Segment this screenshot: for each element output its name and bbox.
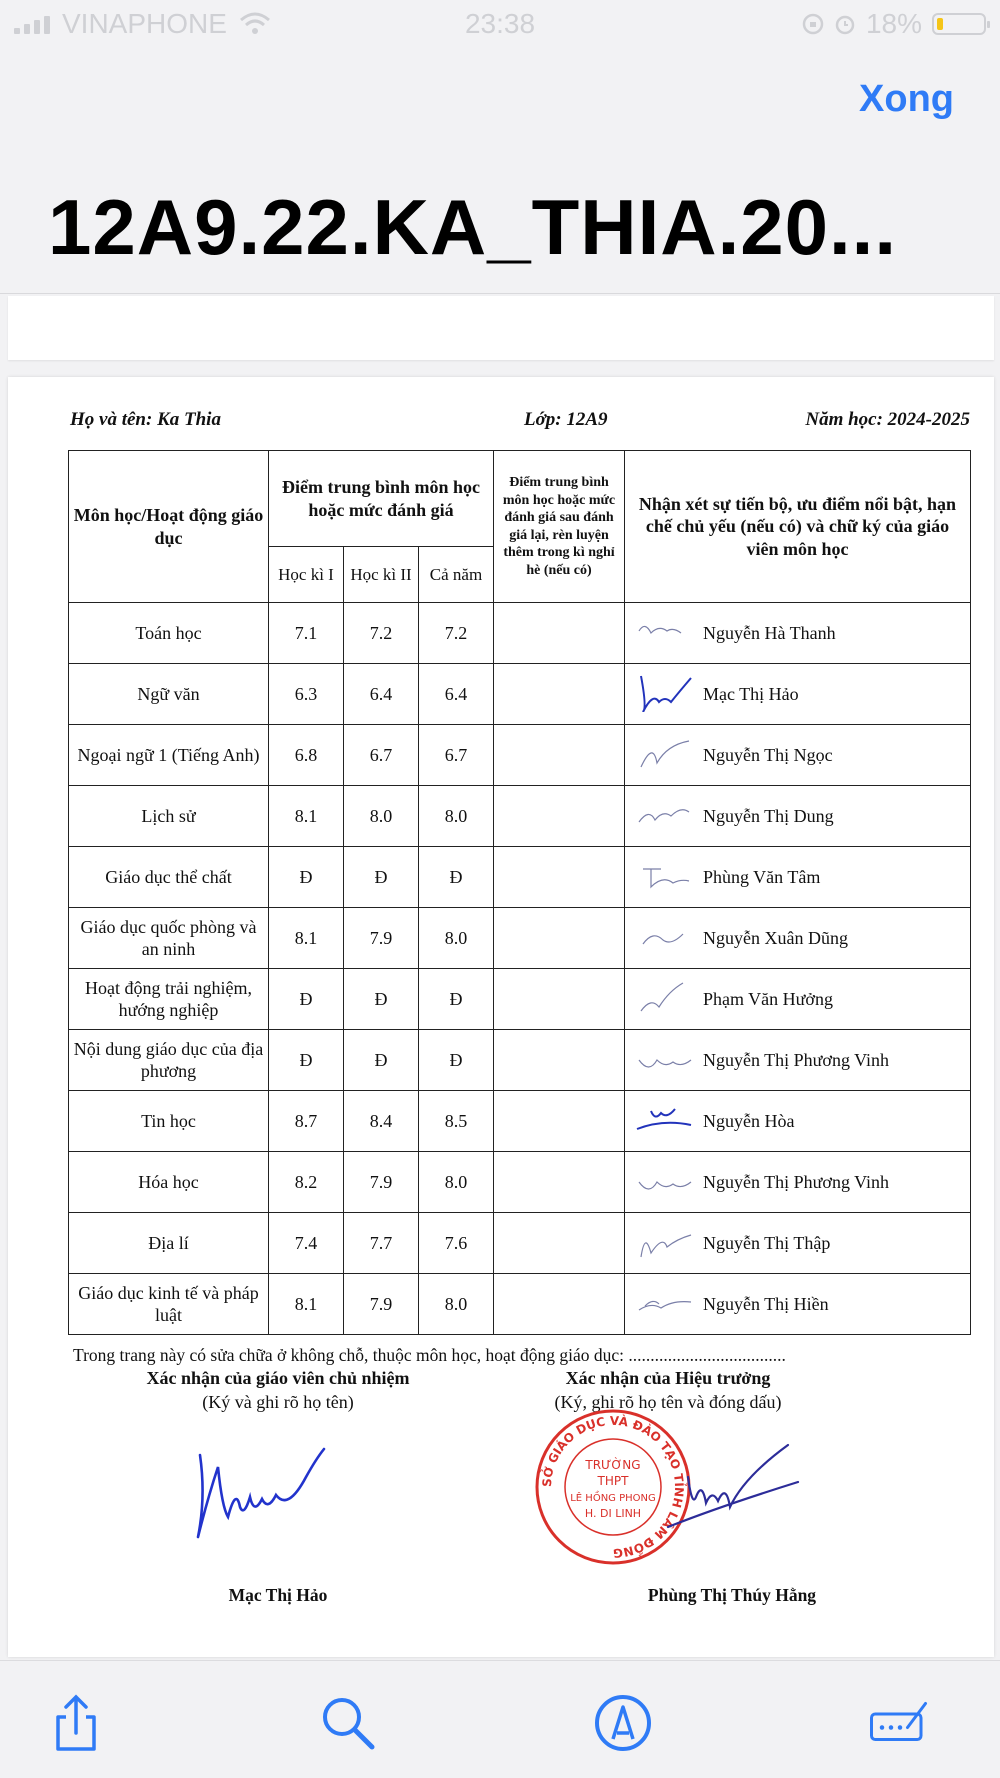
document-title: 12A9.22.KA_THIA.20... — [48, 183, 898, 271]
teacher-signature — [633, 1038, 695, 1078]
teacher-cell — [625, 908, 971, 969]
principal-confirm-title: Xác nhận của Hiệu trưởng — [565, 1368, 771, 1388]
principal-confirm-sub: (Ký, ghi rõ họ tên và đóng dấu) — [554, 1392, 782, 1412]
table-row — [69, 786, 971, 847]
teacher-signature — [633, 855, 695, 895]
table-row — [69, 725, 971, 786]
student-name: Họ và tên: Ka Thia — [70, 409, 221, 430]
bottom-toolbar — [0, 1660, 1000, 1778]
hk1-cell: Đ — [269, 847, 344, 908]
subject-cell: Tin học — [69, 1091, 269, 1152]
teacher-signature — [633, 611, 695, 651]
teacher-name: Mạc Thị Hảo — [703, 683, 799, 704]
alarm-icon — [834, 13, 856, 35]
retest-cell — [494, 786, 625, 847]
teacher-signature — [633, 672, 695, 712]
carrier-label: VINAPHONE — [62, 8, 227, 39]
retest-cell — [494, 908, 625, 969]
retest-cell — [494, 725, 625, 786]
header-average: Điểm trung bình môn học hoặc mức đánh giá — [269, 451, 494, 547]
year-cell: 6.7 — [419, 725, 494, 786]
teacher-name: Nguyễn Thị Phương Vinh — [703, 1049, 890, 1070]
hk1-cell: 7.1 — [269, 603, 344, 664]
teacher-cell — [625, 847, 971, 908]
subject-cell: Hoạt động trải nghiệm, hướng nghiệp — [69, 969, 269, 1030]
teacher-signature — [633, 977, 695, 1017]
status-right — [802, 8, 986, 40]
teacher-signature — [633, 1160, 695, 1200]
table-row — [69, 908, 971, 969]
teacher-cell — [625, 786, 971, 847]
year-cell: 8.0 — [419, 1274, 494, 1335]
hk1-cell: 8.1 — [269, 1274, 344, 1335]
header-subject: Môn học/Hoạt động giáo dục — [69, 451, 269, 603]
hk2-cell: 8.0 — [344, 786, 419, 847]
subject-cell: Nội dung giáo dục của địa phương — [69, 1030, 269, 1091]
hk2-cell: 7.9 — [344, 1274, 419, 1335]
subject-cell: Toán học — [69, 603, 269, 664]
year-cell: 6.4 — [419, 664, 494, 725]
grades-table — [68, 450, 971, 1335]
retest-cell — [494, 1030, 625, 1091]
hk2-cell: Đ — [344, 1030, 419, 1091]
retest-cell — [494, 603, 625, 664]
table-row — [69, 603, 971, 664]
hk2-cell: Đ — [344, 969, 419, 1030]
teacher-name: Nguyễn Hà Thanh — [703, 622, 836, 643]
teacher-name: Nguyễn Hòa — [703, 1110, 795, 1131]
header-comment: Nhận xét sự tiến bộ, ưu điểm nổi bật, hạn chế chủ yếu (nếu có) và chữ ký của giáo viên môn học — [625, 451, 971, 603]
principal-signature — [648, 1437, 818, 1547]
battery-icon — [932, 13, 986, 35]
table-row — [69, 1030, 971, 1091]
hk1-cell: 6.3 — [269, 664, 344, 725]
class-name: Lớp: 12A9 — [524, 409, 608, 430]
table-row — [69, 1213, 971, 1274]
teacher-signature — [633, 794, 695, 834]
seal-ring-text: SỞ GIÁO DỤC VÀ ĐÀO TẠO TỈNH LÂM ĐỒNG — [539, 1413, 687, 1561]
subject-cell: Lịch sử — [69, 786, 269, 847]
header-divider — [0, 293, 1000, 294]
homeroom-confirm-title: Xác nhận của giáo viên chủ nhiệm — [146, 1368, 410, 1388]
teacher-cell — [625, 664, 971, 725]
subject-cell: Giáo dục kinh tế và pháp luật — [69, 1274, 269, 1335]
teacher-signature — [633, 916, 695, 956]
hk2-cell: 6.7 — [344, 725, 419, 786]
table-row — [69, 1091, 971, 1152]
search-icon[interactable] — [318, 1693, 378, 1753]
retest-cell — [494, 1274, 625, 1335]
teacher-cell — [625, 1152, 971, 1213]
subject-cell: Giáo dục thể chất — [69, 847, 269, 908]
hk2-cell: 8.4 — [344, 1091, 419, 1152]
homeroom-teacher-name: Mạc Thị Hảo — [228, 1585, 328, 1605]
share-icon[interactable] — [48, 1693, 108, 1753]
header-retest: Điểm trung bình môn học hoặc mức đánh giá sau đánh giá lại, rèn luyện thêm trong kì nghỉ hè (nếu có) — [494, 451, 625, 603]
teacher-cell — [625, 1274, 971, 1335]
teacher-signature — [633, 1221, 695, 1261]
header-hk1: Học kì I — [269, 547, 344, 603]
teacher-name: Nguyễn Xuân Dũng — [703, 927, 848, 948]
header-year: Cả năm — [419, 547, 494, 603]
hk2-cell: Đ — [344, 847, 419, 908]
teacher-cell — [625, 1213, 971, 1274]
subject-cell: Ngữ văn — [69, 664, 269, 725]
year-cell: Đ — [419, 847, 494, 908]
school-year: Năm học: 2024-2025 — [805, 409, 970, 430]
year-cell: 8.0 — [419, 908, 494, 969]
signature-icon[interactable] — [870, 1693, 930, 1753]
homeroom-signature — [188, 1437, 368, 1547]
hk1-cell: 8.1 — [269, 786, 344, 847]
subject-cell: Giáo dục quốc phòng và an ninh — [69, 908, 269, 969]
seal-line2: THPT — [597, 1474, 629, 1488]
hk1-cell: 8.2 — [269, 1152, 344, 1213]
year-cell: 8.5 — [419, 1091, 494, 1152]
battery-percent: 18% — [865, 8, 922, 39]
hk2-cell: 7.2 — [344, 603, 419, 664]
document-page[interactable] — [8, 377, 994, 1657]
year-cell: Đ — [419, 969, 494, 1030]
year-cell: 7.2 — [419, 603, 494, 664]
year-cell: 8.0 — [419, 786, 494, 847]
hk1-cell: 6.8 — [269, 725, 344, 786]
subject-cell: Địa lí — [69, 1213, 269, 1274]
correction-note: Trong trang này có sửa chữa ở không chỗ, thuộc môn học, hoạt động giáo dục: .................................... — [73, 1345, 786, 1365]
status-bar — [0, 0, 1000, 50]
teacher-name: Nguyễn Thị Ngọc — [703, 744, 833, 765]
table-row — [69, 969, 971, 1030]
table-row — [69, 847, 971, 908]
teacher-signature — [633, 733, 695, 773]
header-hk2: Học kì II — [344, 547, 419, 603]
teacher-signature — [633, 1099, 695, 1139]
subject-cell: Ngoại ngữ 1 (Tiếng Anh) — [69, 725, 269, 786]
previous-page[interactable] — [8, 296, 994, 360]
table-row — [69, 1274, 971, 1335]
retest-cell — [494, 1213, 625, 1274]
teacher-signature — [633, 1282, 695, 1322]
seal-line1: TRƯỜNG — [585, 1458, 641, 1472]
table-row — [69, 1152, 971, 1213]
seal-line4: H. DI LINH — [584, 1507, 642, 1520]
teacher-name: Nguyễn Thị Hiền — [703, 1293, 829, 1314]
hk1-cell: 7.4 — [269, 1213, 344, 1274]
hk1-cell: Đ — [269, 969, 344, 1030]
retest-cell — [494, 1091, 625, 1152]
principal-name: Phùng Thị Thúy Hằng — [647, 1585, 817, 1605]
retest-cell — [494, 664, 625, 725]
done-button[interactable]: Xong — [859, 78, 954, 120]
teacher-name: Phùng Văn Tâm — [703, 866, 821, 887]
hk2-cell: 6.4 — [344, 664, 419, 725]
hk2-cell: 7.9 — [344, 908, 419, 969]
homeroom-confirm-sub: (Ký và ghi rõ họ tên) — [202, 1392, 354, 1412]
retest-cell — [494, 969, 625, 1030]
teacher-name: Nguyễn Thị Thập — [703, 1232, 831, 1253]
teacher-cell — [625, 603, 971, 664]
hk1-cell: 8.7 — [269, 1091, 344, 1152]
year-cell: Đ — [419, 1030, 494, 1091]
subject-cell: Hóa học — [69, 1152, 269, 1213]
year-cell: 7.6 — [419, 1213, 494, 1274]
year-cell: 8.0 — [419, 1152, 494, 1213]
hk1-cell: Đ — [269, 1030, 344, 1091]
clock: 23:38 — [464, 8, 536, 39]
seal-line3: LÊ HỒNG PHONG — [570, 1493, 656, 1504]
retest-cell — [494, 1152, 625, 1213]
hk2-cell: 7.7 — [344, 1213, 419, 1274]
markup-icon[interactable] — [593, 1693, 653, 1753]
retest-cell — [494, 847, 625, 908]
teacher-name: Nguyễn Thị Phương Vinh — [703, 1171, 890, 1192]
teacher-name: Phạm Văn Hưởng — [703, 988, 833, 1009]
orientation-lock-icon — [802, 13, 824, 35]
teacher-cell — [625, 1030, 971, 1091]
hk1-cell: 8.1 — [269, 908, 344, 969]
hk2-cell: 7.9 — [344, 1152, 419, 1213]
teacher-cell — [625, 725, 971, 786]
teacher-name: Nguyễn Thị Dung — [703, 805, 834, 826]
table-row — [69, 664, 971, 725]
teacher-cell — [625, 1091, 971, 1152]
teacher-cell — [625, 969, 971, 1030]
